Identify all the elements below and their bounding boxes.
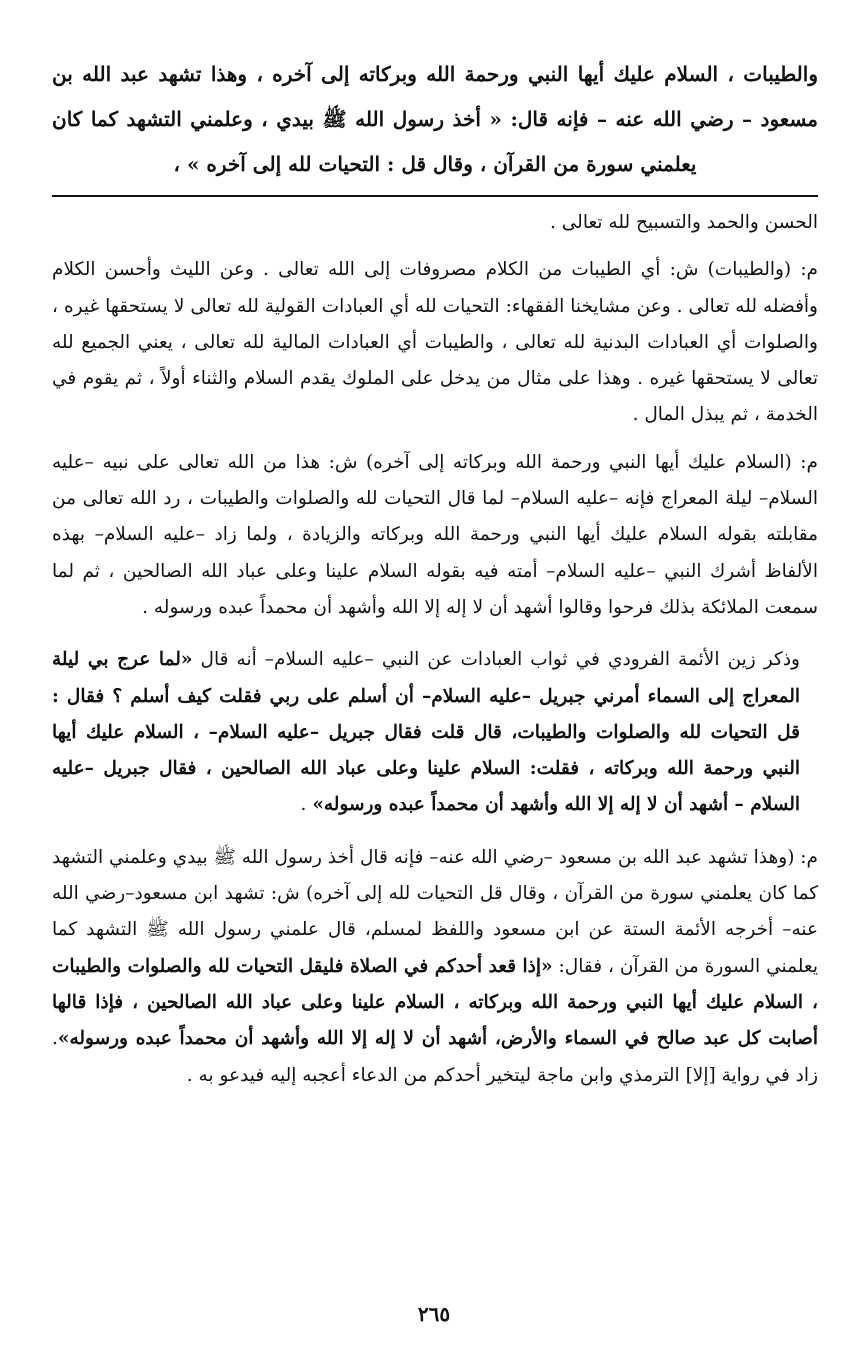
hadith-quote: «لما عرج بي ليلة المعراج إلى السماء أمرني جبريل –عليه السلام– أن أسلم على ربي فقلت كيف أسلم ؟ فقال : قل التحيات لله والصلوات والطيبات، قال قلت فقال جبريل –عليه السلام– ، السلام عليك أيها النبي ورحمة الله وبركاته ، فقلت: السلام علينا وعلى عباد الله الصالحين ، فقال جبريل –عليه السلام – أشهد أن لا إله إلا الله وأشهد أن محمداً عبده ورسوله» <box>52 649 800 816</box>
commentary-paragraph-0 <box>52 205 818 241</box>
paragraph-text: ش: هذا من الله تعالى على نبيه –عليه السلام– ليلة المعراج فإنه –عليه السلام– لما قال التحيات لله والصلوات والطيبات ، رد الله تعالى من مقابلته بقوله السلام عليك أيها النبي ورحمة الله وبركاته والزيادة ، ولما زاد –عليه السلام– بهذه الألفاظ أشرك النبي –عليه السلام– أمته فيه بقوله السلام علينا وعلى عباد الله الصالحين ، ثم لما سمعت الملائكة بذلك فرحوا وقالوا أشهد أن لا إله إلا الله وأشهد أن محمداً عبده ورسوله . <box>52 451 818 618</box>
commentary-paragraph-3 <box>52 642 818 823</box>
paragraph-tail: . <box>300 794 313 816</box>
page-number: ٢٦٥ <box>417 1302 451 1326</box>
matn-text: والطيبات ، السلام عليك أيها النبي ورحمة الله وبركاته إلى آخره ، وهذا تشهد عبد الله بن مسعود – رضي الله عنه – فإنه قال: « أخذ رسول الله ﷺ بيدي ، وعلمني التشهد كما كان يعلمني سورة من القرآن ، وقال قل : التحيات لله إلى آخره » ، <box>52 62 818 176</box>
commentary-paragraph-2 <box>52 445 818 626</box>
paragraph-lead: م: (وهذا تشهد عبد الله بن مسعود –رضي الله عنه– فإنه قال أخذ رسول الله ﷺ بيدي وعلمني التشهد كما كان يعلمني سورة من القرآن ، وقال قل التحيات لله إلى آخره) <box>52 846 818 905</box>
hadith-quote: «إذا قعد أحدكم في الصلاة فليقل التحيات لله والصلوات والطيبات ، السلام عليك أيها النبي ورحمة الله وبركاته ، السلام علينا وعلى عباد الله الصالحين ، فإذا قالها أصابت كل عبد صالح في السماء والأرض، أشهد أن لا إله إلا الله وأشهد أن محمداً عبده ورسوله» <box>52 955 818 1050</box>
paragraph-lead: م: (والطيبات) <box>707 259 819 281</box>
paragraph-lead: م: (السلام عليك أيها النبي ورحمة الله وبركاته إلى آخره) <box>365 451 818 473</box>
commentary-paragraph-1 <box>52 252 818 433</box>
commentary <box>52 205 818 1094</box>
paragraph-text: ش: أي الطيبات من الكلام مصروفات إلى الله تعالى . وعن الليث وأحسن الكلام وأفضله لله تعالى . وعن مشايخنا الفقهاء: التحيات لله أي العبادات القولية لله تعالى لا يستحقها غيره ، والصلوات أي العبادات البدنية لله تعالى ، والطيبات أي العبادات المالية لله تعالى ، يعني الجميع لله تعالى لا يستحقها غيره . وهذا على مثال من يدخل على الملوك يقدم السلام والثناء أولاً ، ثم يقوم في الخدمة ، ثم يبذل المال . <box>52 259 818 426</box>
paragraph-text: وذكر زين الأئمة الفرودي في ثواب العبادات عن النبي –عليه السلام– أنه قال <box>192 649 800 671</box>
footnote-divider <box>52 195 818 197</box>
paragraph-text: الحسن والحمد والتسبيح لله تعالى . <box>550 212 818 233</box>
paragraph-text: ش: تشهد ابن مسعود–رضي الله عنه– أخرجه الأئمة الستة عن ابن مسعود واللفظ لمسلم، قال علمني رسول الله ﷺ التشهد كما يعلمني السورة من القرآن ، فقال: <box>52 883 818 977</box>
paragraph-tail: . زاد في رواية [إلا] الترمذي وابن ماجة ليتخير أحدكم من الدعاء أعجبه إليه فيدعو به . <box>52 1028 818 1086</box>
commentary-paragraph-4 <box>52 840 818 1094</box>
